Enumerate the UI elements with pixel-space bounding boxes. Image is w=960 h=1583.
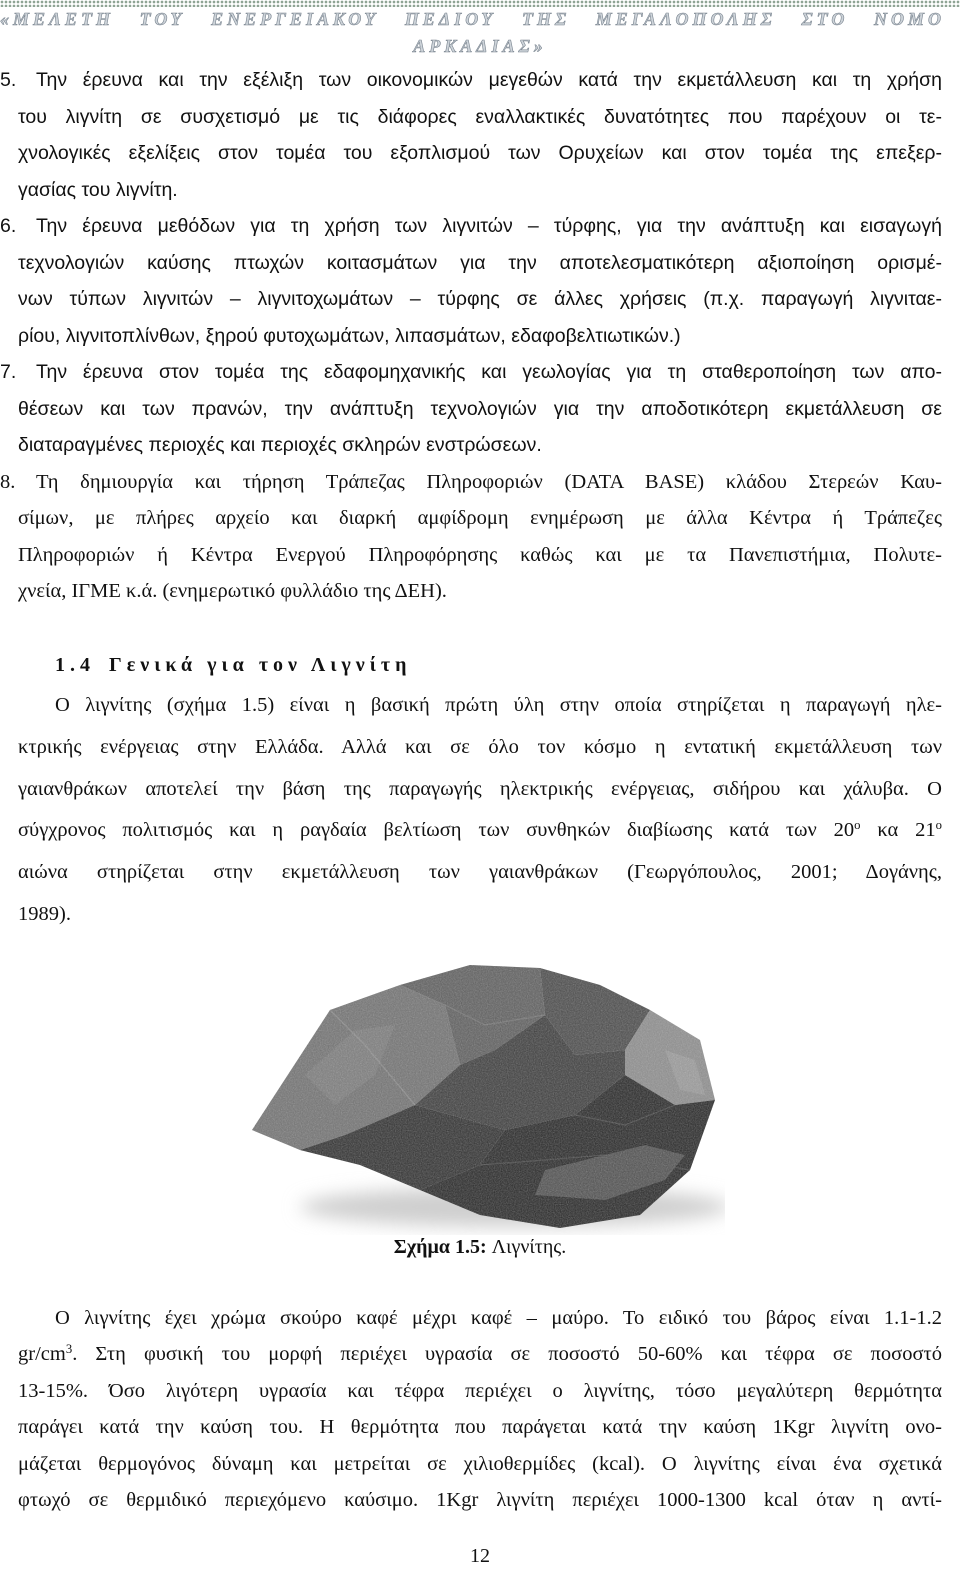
superscript: ο xyxy=(854,818,861,833)
paragraph-line: 1989). xyxy=(18,902,71,925)
list-item-line: γασίας του λιγνίτη. xyxy=(18,178,178,201)
list-item-line: θέσεων και των πρανών, την ανάπτυξη τεχνολογιών για την αποδοτικότερη εκμετάλλευση σε xyxy=(18,397,942,420)
list-item-number: 8. xyxy=(0,470,16,493)
running-header-line-1: «ΜΕΛΕΤΗ ΤΟΥ ΕΝΕΡΓΕΙΑΚΟΥ ΠΕΔΙΟΥ ΤΗΣ ΜΕΓΑΛΟΠΟΛΗΣ ΣΤΟ ΝΟΜΟ xyxy=(0,9,945,29)
figure-caption xyxy=(0,1230,960,1264)
paragraph-line xyxy=(0,810,942,852)
superscript: ο xyxy=(935,818,942,833)
running-header-line-2: ΑΡΚΑΔΙΑΣ» xyxy=(413,36,547,56)
section-title: Γενικά για τον Λιγνίτη xyxy=(109,654,412,676)
section-number: 1.4 xyxy=(55,654,95,676)
section-heading xyxy=(55,645,411,685)
paragraph-line-text: . Στη φυσική του μορφή περιέχει υγρασία σε ποσοστό 50-60% και τέφρα σε ποσοστό xyxy=(72,1343,942,1366)
paragraph-line xyxy=(0,1336,942,1372)
list-item-number: 7. xyxy=(0,361,17,383)
list-item-line: Πληροφοριών ή Κέντρα Ενεργού Πληροφόρησης καθώς και με τα Πανεπιστήμια, Πολυτε- xyxy=(18,543,942,566)
paragraph-line: αιώνα στηρίζεται στην εκμετάλλευση των γαιανθράκων (Γεωργόπουλος, 2001; Δογάνης, xyxy=(18,861,942,884)
paragraph-line: φτωχό σε θερμιδικό περιεχόμενο καύσιμο. 1Kgr λιγνίτη περιέχει 1000-1300 kcal όταν η αντί- xyxy=(18,1488,942,1511)
list-item-text: Την έρευνα στον τομέα της εδαφομηχανικής και γεωλογίας για τη σταθεροποίηση των απο- xyxy=(36,361,942,383)
list-item-line: διαταραγμένες περιοχές και περιοχές σκληρών ενστρώσεων. xyxy=(18,434,542,456)
superscript: 3 xyxy=(65,1342,73,1357)
paragraph-line: γαιανθράκων αποτελεί την βάση της παραγωγής ηλεκτρικής ενέργειας, σιδήρου και χάλυβα. Ο xyxy=(18,777,942,800)
list-item-line: σίμων, με πλήρες αρχείο και διαρκή αμφίδρομη ενημέρωση με άλλα Κέντρα ή Τράπεζες xyxy=(18,507,942,529)
paragraph-line: παράγει κατά την καύση του. Η θερμότητα που παράγεται κατά την καύση 1Kgr λιγνίτη ονο- xyxy=(18,1416,942,1439)
list-item-line: τεχνολογιών καύσης πτωχών κοιτασμάτων για την αποτελεσματικότερη αξιοποίηση ορισμέ- xyxy=(18,251,942,274)
list-item-first-line xyxy=(0,62,942,99)
list-item-line: χνολογικές εξελίξεις στον τομέα του εξοπλισμού των Ορυχείων και στον τομέα της επεξερ- xyxy=(18,142,942,164)
paragraph-line-text: σύγχρονος πολιτισμός και η ραγδαία βελτίωση των συνθηκών διαβίωσης κατά των 20 xyxy=(18,819,855,842)
list-item-text: Την έρευνα και την εξέλιξη των οικονομικών μεγεθών κατά την εκμετάλλευση και τη χρήση xyxy=(36,69,942,91)
list-item-line: χνεία, ΙΓΜΕ κ.ά. (ενημερωτικό φυλλάδιο της ΔΕΗ). xyxy=(18,580,447,602)
list-item xyxy=(0,354,942,464)
paragraph-line-text: gr/cm xyxy=(18,1343,66,1366)
list-item-text: Την έρευνα μεθόδων για τη χρήση των λιγνιτών – τύρφης, για την ανάπτυξη και εισαγωγή xyxy=(36,215,942,237)
paragraph-line: 13-15%. Όσο λιγότερη υγρασία και τέφρα περιέχει ο λιγνίτης, τόσο μεγαλύτερη θερμότητα xyxy=(18,1379,942,1402)
list-item-text: Τη δημιουργία και τήρηση Τράπεζας Πληροφοριών (DATA BASE) κλάδου Στερεών Καυ- xyxy=(36,470,942,493)
list-item-number: 5. xyxy=(0,69,17,91)
paragraph-line: μάζεται θερμογόνος δύναμη και μετρείται σε χιλιοθερμίδες (kcal). Ο λιγνίτης είναι ένα σχετικά xyxy=(18,1452,942,1475)
list-item xyxy=(0,62,942,208)
figure-label: Σχήμα 1.5: xyxy=(393,1236,487,1258)
lignite-photo xyxy=(245,955,725,1235)
paragraph-properties xyxy=(0,1300,942,1518)
figure-caption-text: Λιγνίτης. xyxy=(491,1236,567,1258)
paragraph-line: Ο λιγνίτης έχει χρώμα σκούρο καφέ μέχρι καφέ – μαύρο. Το ειδικό του βάρος είναι 1.1-1.2 xyxy=(55,1307,942,1329)
list-item-first-line xyxy=(0,464,942,501)
paragraph-line-text: κα 21 xyxy=(860,819,936,842)
objectives-list xyxy=(0,62,942,610)
page-number: 12 xyxy=(470,1545,490,1567)
list-item-first-line xyxy=(0,208,942,245)
list-item-line: ρίου, λιγνιτοπλίνθων, ξηρού φυτοχωμάτων, λιπασμάτων, εδαφοβελτιωτικών.) xyxy=(18,324,681,347)
paragraph-line: Ο λιγνίτης (σχήμα 1.5) είναι η βασική πρώτη ύλη στην οποία στηρίζεται η παραγωγή ηλε- xyxy=(55,694,942,716)
list-item-line: νων τύπων λιγνιτών – λιγνιτοχωμάτων – τύρφης σε άλλες χρήσεις (π.χ. παραγωγή λιγνιταε- xyxy=(18,288,942,310)
list-item xyxy=(0,208,942,354)
list-item xyxy=(0,464,942,610)
list-item-number: 6. xyxy=(0,215,17,237)
paragraph-intro xyxy=(0,685,942,936)
list-item-line: του λιγνίτη σε συσχετισμό με τις διάφορες εναλλακτικές δυνατότητες που παρέχουν οι τε- xyxy=(18,105,942,128)
header-dotted-band xyxy=(0,0,960,7)
paragraph-line: κτρικής ενέργειας στην Ελλάδα. Αλλά και σε όλο τον κόσμο η εντατική εκμετάλλευση των xyxy=(18,735,942,758)
rock-texture xyxy=(245,955,725,1235)
list-item-first-line xyxy=(0,354,942,391)
